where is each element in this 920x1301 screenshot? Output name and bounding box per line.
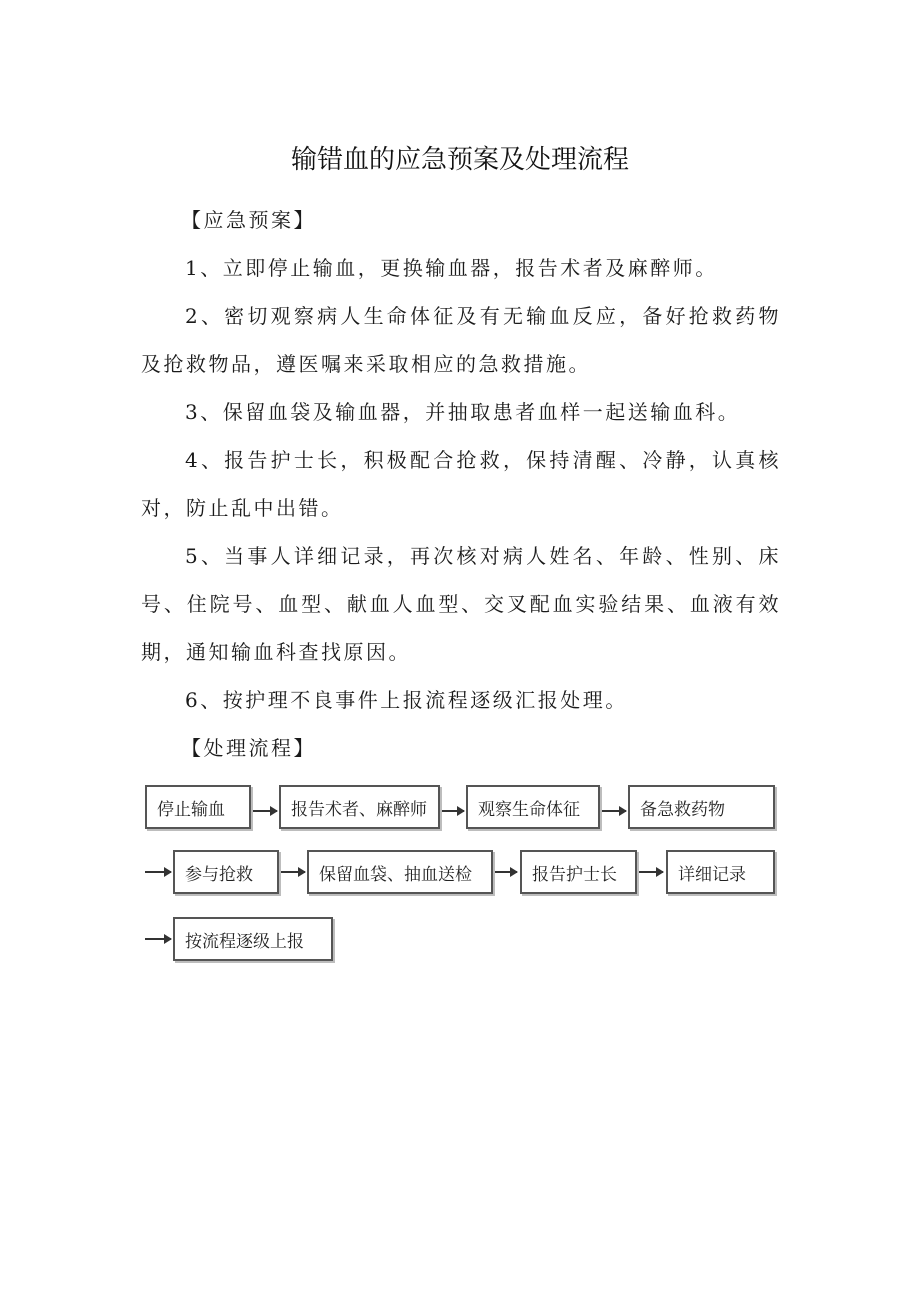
- flow-step-observe-vitals: 观察生命体征: [466, 785, 600, 829]
- page-title: 输错血的应急预案及处理流程: [290, 145, 629, 175]
- plan-item-5: 5、当事人详细记录，再次核对病人姓名、年龄、性别、床号、住院号、血型、献血人血型、交叉配血实验结果、血液有效期，通知输血科查找原因。: [141, 544, 781, 664]
- flow-arrow-icon: [281, 871, 305, 873]
- flow-step-escalate-report: 按流程逐级上报: [173, 917, 333, 961]
- plan-heading: 【应急预案】: [181, 208, 316, 232]
- plan-item-1: 1、立即停止输血，更换输血器，报告术者及麻醉师。: [185, 256, 718, 280]
- flow-arrow-icon: [145, 938, 171, 940]
- flow-step-report-head-nurse: 报告护士长: [520, 850, 637, 894]
- plan-item-6: 6、按护理不良事件上报流程逐级汇报处理。: [185, 688, 628, 712]
- flow-arrow-icon: [602, 810, 626, 812]
- flow-step-report-surgeon: 报告术者、麻醉师: [279, 785, 440, 829]
- flow-arrow-icon: [442, 810, 464, 812]
- flow-step-assist-rescue: 参与抢救: [173, 850, 279, 894]
- flow-arrow-icon: [495, 871, 517, 873]
- flow-arrow-icon: [145, 871, 171, 873]
- plan-item-3: 3、保留血袋及输血器，并抽取患者血样一起送输血科。: [185, 400, 741, 424]
- flow-step-keep-blood-bag: 保留血袋、抽血送检: [307, 850, 493, 894]
- plan-item-2: 2、密切观察病人生命体征及有无输血反应，备好抢救药物及抢救物品，遵医嘱来采取相应的急救措施。: [141, 304, 781, 376]
- plan-item-4: 4、报告护士长，积极配合抢救，保持清醒、冷静，认真核对，防止乱中出错。: [141, 448, 781, 520]
- flow-step-prepare-drugs: 备急救药物: [628, 785, 775, 829]
- flow-step-detailed-record: 详细记录: [666, 850, 775, 894]
- flow-arrow-icon: [639, 871, 663, 873]
- process-heading: 【处理流程】: [181, 736, 316, 760]
- flow-arrow-icon: [253, 810, 277, 812]
- document-body: [141, 196, 781, 772]
- flow-step-stop-transfusion: 停止输血: [145, 785, 251, 829]
